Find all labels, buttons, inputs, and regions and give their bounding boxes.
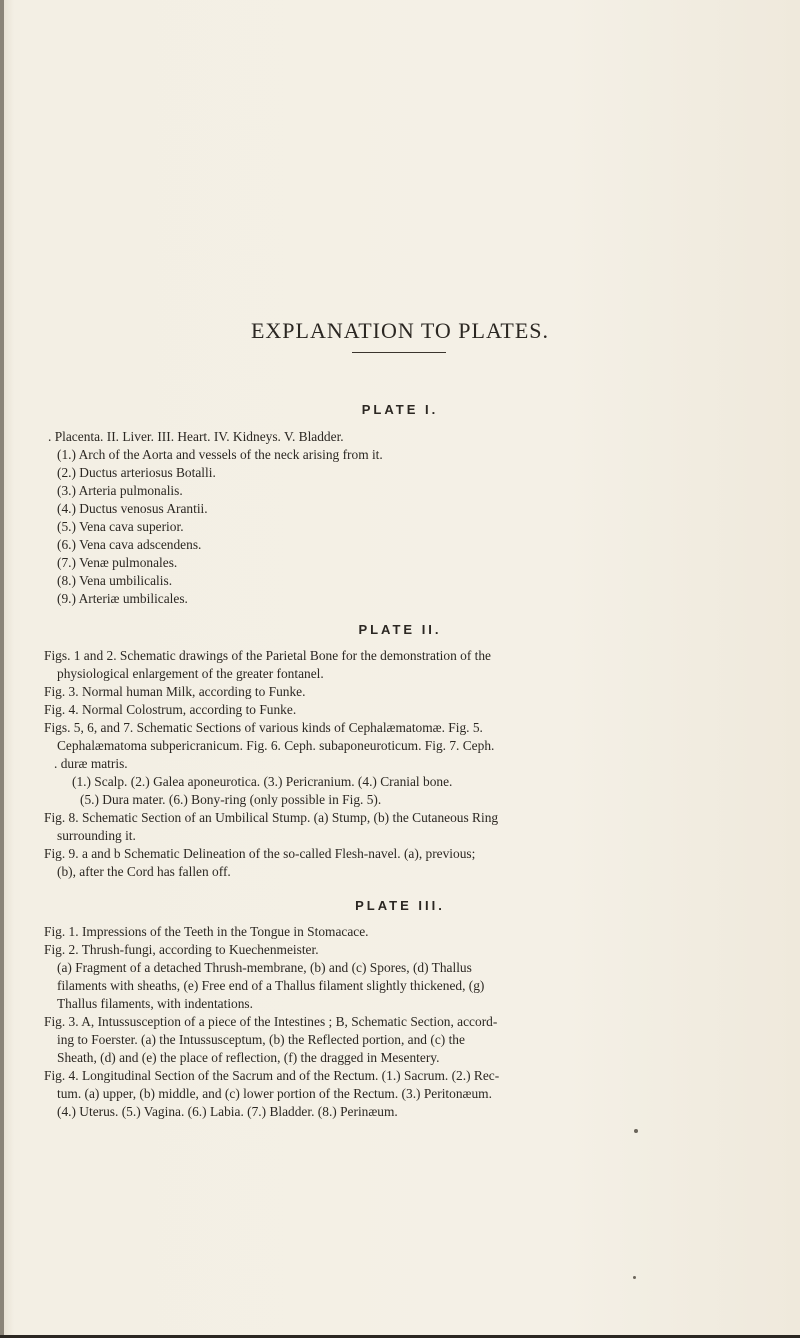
plate-2-line: . duræ matris.: [54, 756, 128, 771]
plate-1-line: (6.) Vena cava adscendens.: [57, 537, 202, 552]
plate-2-line: Figs. 5, 6, and 7. Schematic Sections of various kinds of Cephalæmatomæ. Fig. 5.: [44, 720, 483, 735]
plate-2-line: Fig. 8. Schematic Section of an Umbilical Stump. (a) Stump, (b) the Cutaneous Ring: [44, 810, 499, 825]
plate-2-line: Figs. 1 and 2. Schematic drawings of the Parietal Bone for the demonstration of the: [44, 648, 491, 663]
plate-2-line: Fig. 9. a and b Schematic Delineation of the so-called Flesh-navel. (a), previous;: [44, 846, 476, 861]
ink-speck: [634, 1129, 638, 1133]
plate-1-line: . Placenta. II. Liver. III. Heart. IV. Kidneys. V. Bladder.: [48, 429, 344, 444]
plate-3-line: Fig. 2. Thrush-fungi, according to Kuechenmeister.: [44, 942, 319, 957]
title-rule: [352, 352, 446, 353]
plate-2-line: physiological enlargement of the greater fontanel.: [57, 666, 324, 681]
plate-1-line: (2.) Ductus arteriosus Botalli.: [57, 465, 216, 480]
page-title: EXPLANATION TO PLATES.: [250, 318, 550, 343]
plate-2-line: Cephalæmatoma subpericranicum. Fig. 6. Ceph. subaponeuroticum. Fig. 7. Ceph.: [57, 738, 495, 753]
page-left-edge: [0, 0, 4, 1338]
plate-2-line: Fig. 3. Normal human Milk, according to Funke.: [44, 684, 306, 699]
plate-1-heading: PLATE I.: [361, 402, 439, 417]
plate-3-line: Fig. 3. A, Intussusception of a piece of the Intestines ; B, Schematic Section, accord-: [44, 1014, 498, 1029]
plate-2-line: surrounding it.: [57, 828, 136, 843]
plate-1-line: (1.) Arch of the Aorta and vessels of the neck arising from it.: [57, 447, 383, 462]
plate-2-line: (b), after the Cord has fallen off.: [57, 864, 231, 879]
plate-1-line: (7.) Venæ pulmonales.: [57, 555, 178, 570]
plate-1-line: (9.) Arteriæ umbilicales.: [57, 591, 188, 606]
plate-3-line: filaments with sheaths, (e) Free end of a Thallus filament slightly thickened, (g): [57, 978, 485, 993]
plate-1-line: (8.) Vena umbilicalis.: [57, 573, 173, 588]
plate-1-line: (5.) Vena cava superior.: [57, 519, 184, 534]
plate-3-line: tum. (a) upper, (b) middle, and (c) lower portion of the Rectum. (3.) Peritonæum.: [57, 1086, 492, 1101]
plate-3-line: ing to Foerster. (a) the Intussusceptum, (b) the Reflected portion, and (c) the: [57, 1032, 465, 1047]
plate-3-line: Sheath, (d) and (e) the place of reflection, (f) the dragged in Mesentery.: [57, 1050, 440, 1065]
plate-3-line: (4.) Uterus. (5.) Vagina. (6.) Labia. (7.) Bladder. (8.) Perinæum.: [57, 1104, 398, 1119]
plate-3-line: Fig. 1. Impressions of the Teeth in the Tongue in Stomacace.: [44, 924, 369, 939]
plate-1-line: (3.) Arteria pulmonalis.: [57, 483, 183, 498]
plate-1-line: (4.) Ductus venosus Arantii.: [57, 501, 208, 516]
plate-3-line: Thallus filaments, with indentations.: [57, 996, 253, 1011]
plate-3-heading: PLATE III.: [355, 898, 445, 913]
plate-3-line: (a) Fragment of a detached Thrush-membrane, (b) and (c) Spores, (d) Thallus: [57, 960, 472, 975]
plate-2-line: (1.) Scalp. (2.) Galea aponeurotica. (3.) Pericranium. (4.) Cranial bone.: [72, 774, 453, 789]
ink-speck: [633, 1276, 636, 1279]
plate-2-line: Fig. 4. Normal Colostrum, according to Funke.: [44, 702, 297, 717]
plate-2-heading: PLATE II.: [358, 622, 442, 637]
plate-2-line: (5.) Dura mater. (6.) Bony-ring (only possible in Fig. 5).: [80, 792, 382, 807]
plate-3-line: Fig. 4. Longitudinal Section of the Sacrum and of the Rectum. (1.) Sacrum. (2.) Rec-: [44, 1068, 500, 1083]
